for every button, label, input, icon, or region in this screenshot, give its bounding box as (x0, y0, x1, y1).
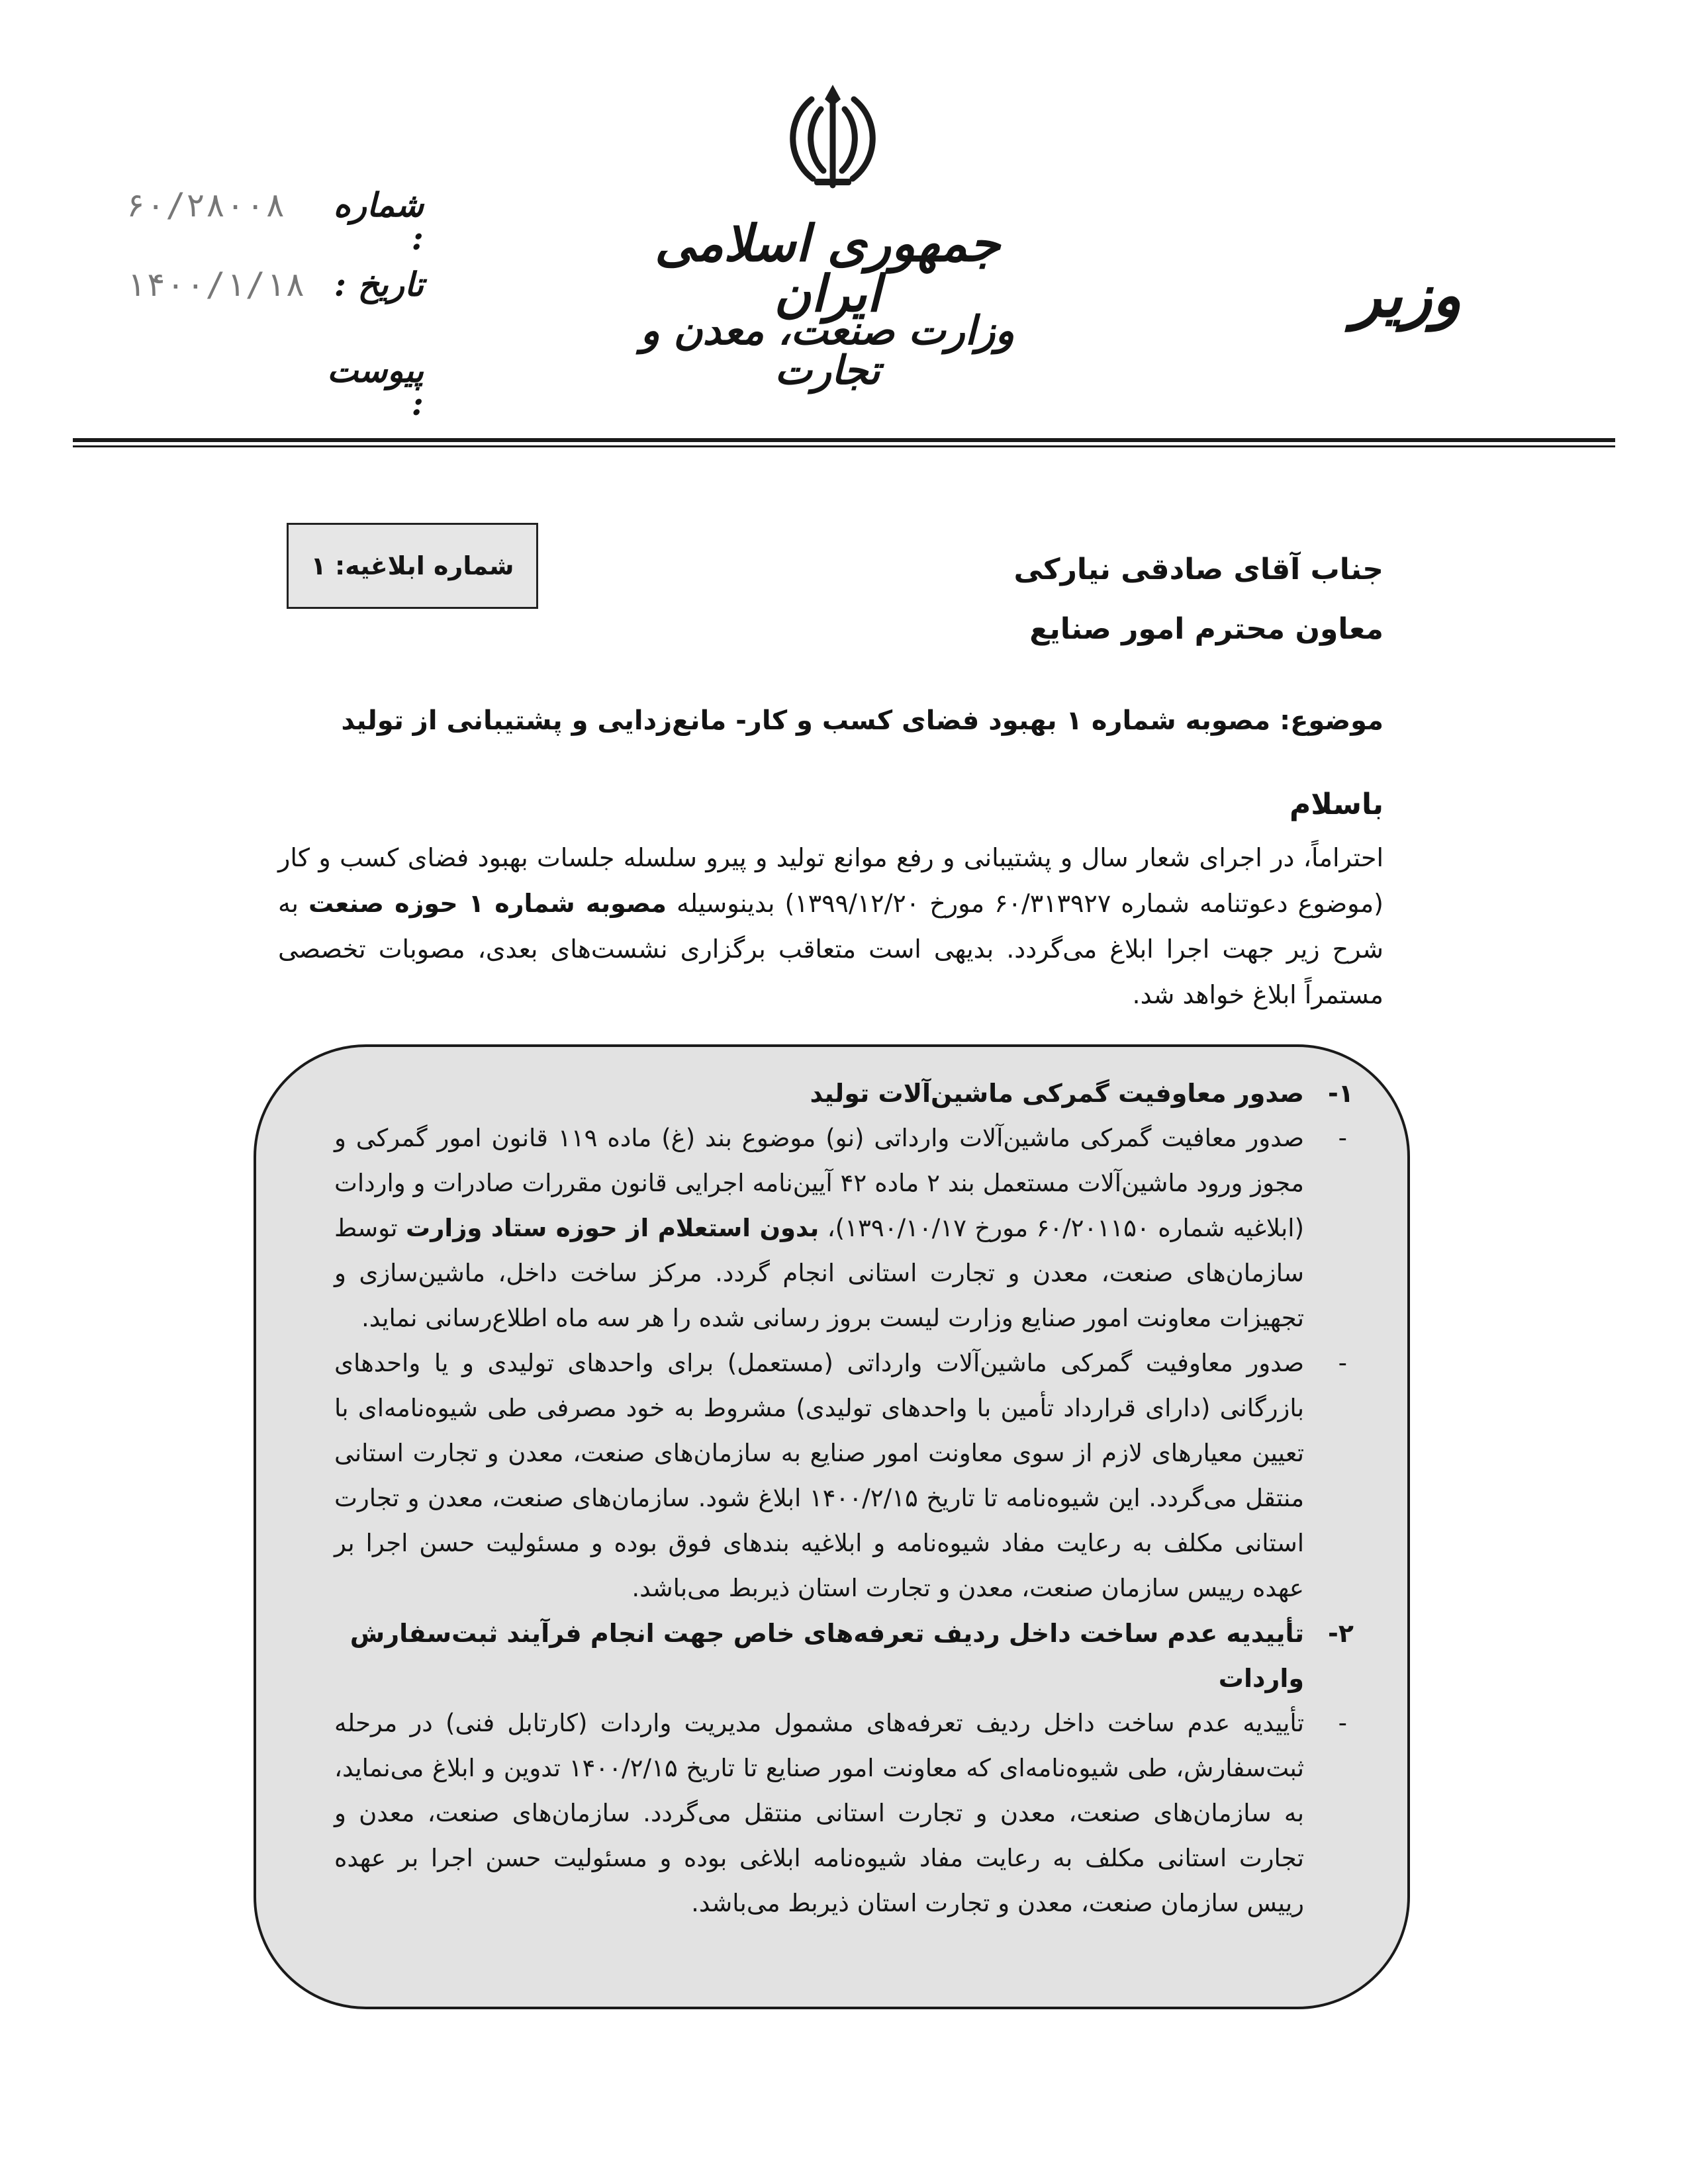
subject-line: موضوع: مصوبه شماره ۱ بهبود فضای کسب و کار- مانع‌زدایی و پشتیبانی از تولید (341, 705, 1383, 736)
section-number: ۲- (1328, 1619, 1354, 1648)
item-text-2: توسط سازمان‌های صنعت، معدن و تجارت استانی انجام گردد. مرکز ساخت داخل، ماشین‌سازی و تجهیزات معاونت امور صنایع وزارت لیست بروز رسانی شده را هر سه ماه اطلاع‌رسانی نماید. (334, 1214, 1304, 1332)
section-heading (334, 1071, 1354, 1116)
bullet-dash-icon: - (1338, 1349, 1347, 1377)
item-text-1: صدور معاوفیت گمرکی ماشین‌آلات وارداتی (مستعمل) برای واحدهای تولیدی و یا واحدهای بازرگانی (دارای قرارداد تأمین با واحدهای تولیدی) مشروط به خود مصرفی طی شیوه‌نامه‌ای با تعیین معیارهای لازم از سوی معاونت امور صنایع به سازمان‌های صنعت، معدن و تجارت استانی منتقل می‌گردد. این شیوه‌نامه تا تاریخ ۱۴۰۰/۲/۱۵ ابلاغ شود. سازمان‌های صنعت، معدن و تجارت استانی مکلف به رعایت مفاد شیوه‌نامه و ابلاغیه بندهای فوق بوده و مسئولیت حسن اجرا بر عهده رییس سازمان صنعت، معدن و تجارت استان ذیربط می‌باشد. (334, 1349, 1305, 1602)
section-title: صدور معاوفیت گمرکی ماشین‌آلات تولید (810, 1079, 1304, 1108)
intro-text-1: احتراماً، در اجرای شعار سال و پشتیبانی و رفع موانع تولید و پیرو سلسله جلسات بهبود فضای کسب و کار (موضوع دعوتنامه شماره ۶۰/۳۱۳۹۲۷ مورخ ۱۳۹۹/۱۲/۲۰) بدینوسیله (278, 843, 1383, 918)
intro-text-2: به شرح زیر جهت اجرا ابلاغ می‌گردد. بدیهی است متعاقب برگزاری نشست‌های بعدی، مصوبات تخصصی مستمراً ابلاغ خواهد شد. (278, 889, 1383, 1009)
intro-bold: مصوبه شماره ۱ حوزه صنعت (308, 889, 667, 918)
date-label: تاریخ : (334, 265, 424, 304)
attachment-label: پیوست : (327, 351, 424, 423)
section-heading (334, 1611, 1354, 1701)
country-name: جمهوری اسلامی ایران (654, 214, 1001, 323)
section-number: ۱- (1328, 1079, 1354, 1108)
section-title: تأییدیه عدم ساخت داخل ردیف تعرفه‌های خاص جهت انجام فرآیند ثبت‌سفارش واردات (350, 1619, 1304, 1693)
list-item (334, 1701, 1354, 1926)
list-item (334, 1341, 1354, 1611)
item-bold: بدون استعلام از حوزه ستاد وزارت (405, 1214, 820, 1242)
bullet-dash-icon: - (1338, 1124, 1347, 1152)
item-text-1: صدور معافیت گمرکی ماشین‌آلات وارداتی (نو) موضوع بند (غ) ماده ۱۱۹ قانون امور گمرکی و مجوز ورود ماشین‌آلات مستعمل بند ۲ ماده ۴۲ آیین‌نامه اجرایی قانون مقررات صادرات و واردات (ابلاغیه شماره ۶۰/۲۰۱۱۵۰ مورخ ۱۳۹۰/۱۰/۱۷)، (334, 1124, 1305, 1242)
national-emblem-icon (780, 79, 886, 192)
addressee-title: معاون محترم امور صنایع (1029, 612, 1383, 646)
number-value: ۶۰/۲۸۰۰۸ (126, 186, 285, 224)
bullet-dash-icon: - (1338, 1709, 1347, 1737)
minister-title: وزیر (1352, 259, 1462, 331)
number-label: شماره : (333, 185, 424, 257)
date-value: ۱۴۰۰/۱/۱۸ (126, 265, 305, 304)
item-text-1: تأییدیه عدم ساخت داخل ردیف تعرفه‌های مشمول مدیریت واردات (کارتابل فنی) در مرحله ثبت‌سفارش، طی شیوه‌نامه‌ای که معاونت امور صنایع تا تاریخ ۱۴۰۰/۲/۱۵ تدوین و ابلاغ می‌نماید، به سازمان‌های صنعت، معدن و تجارت استانی منتقل می‌گردد. سازمان‌های صنعت، معدن و تجارت استانی مکلف به رعایت مفاد شیوه‌نامه ابلاغی بوده و مسئولیت حسن اجرا بر عهده رییس سازمان صنعت، معدن و تجارت استان ذیربط می‌باشد. (334, 1709, 1305, 1917)
addressee-name: جناب آقای صادقی نیارکی (1013, 553, 1383, 586)
intro-paragraph (278, 835, 1383, 1018)
resolution-content (334, 1071, 1354, 1926)
notice-number-box: شماره ابلاغیه: ۱ (287, 523, 538, 609)
ministry-name: وزارت صنعت، معدن و تجارت (640, 308, 1015, 394)
header-divider (73, 438, 1615, 447)
greeting: باسلام (1289, 788, 1383, 821)
list-item (334, 1116, 1354, 1341)
